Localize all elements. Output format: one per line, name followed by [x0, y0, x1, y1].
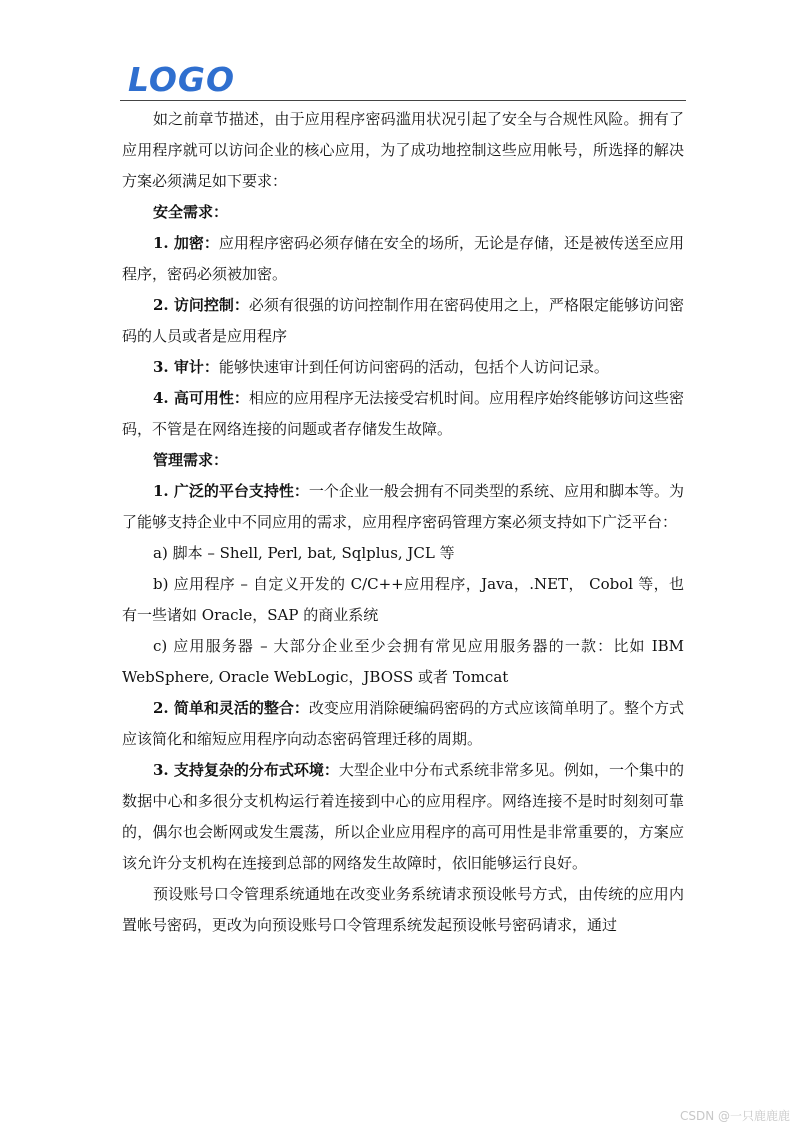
- sub-item-app-servers: c) 应用服务器 – 大部分企业至少会拥有常见应用服务器的一款：比如 IBM WebSphere, Oracle WebLogic，JBOSS 或者 Tomcat: [122, 637, 684, 686]
- sub-item-applications: b) 应用程序 – 自定义开发的 C/C++应用程序，Java，.NET， Cobol 等，也有一些诸如 Oracle，SAP 的商业系统: [122, 575, 684, 624]
- item-term: 支持复杂的分布式环境：: [173, 761, 339, 779]
- list-item-audit: [122, 352, 684, 383]
- item-text: 应用程序密码必须存储在安全的场所，无论是存储，还是被传送至应用程序，密码必须被加密。: [122, 234, 684, 283]
- item-text: 能够快速审计到任何访问密码的活动，包括个人访问记录。: [218, 358, 609, 376]
- management-requirements-heading: 管理需求：: [153, 451, 229, 469]
- item-term: 简单和灵活的整合：: [173, 699, 309, 717]
- sub-item-scripts: a) 脚本 – Shell, Perl, bat, Sqlplus, JCL 等: [153, 544, 455, 562]
- item-term: 广泛的平台支持性：: [173, 482, 309, 500]
- item-number: 2.: [153, 296, 174, 314]
- watermark: CSDN @一只鹿鹿鹿: [679, 1109, 790, 1123]
- list-item-platform-support: [122, 476, 684, 538]
- item-number: 3.: [153, 358, 174, 376]
- security-requirements-heading: 安全需求：: [153, 203, 229, 221]
- list-item-high-availability: [122, 383, 684, 445]
- intro-paragraph: 如之前章节描述，由于应用程序密码滥用状况引起了安全与合规性风险。拥有了应用程序就可以访问企业的核心应用，为了成功地控制这些应用帐号，所选择的解决方案必须满足如下要求：: [122, 110, 684, 190]
- closing-paragraph: 预设账号口令管理系统通地在改变业务系统请求预设帐号方式，由传统的应用内置帐号密码，更改为向预设账号口令管理系统发起预设帐号密码请求，通过: [122, 885, 684, 934]
- item-number: 1.: [153, 234, 174, 252]
- logo: LOGO: [128, 60, 236, 99]
- header-divider: [120, 100, 686, 101]
- item-text: 必须有很强的访问控制作用在密码使用之上，严格限定能够访问密码的人员或者是应用程序: [122, 296, 684, 345]
- item-number: 4.: [153, 389, 174, 407]
- list-item-integration: [122, 693, 684, 755]
- list-item-distributed: [122, 755, 684, 879]
- item-number: 3.: [153, 761, 174, 779]
- item-term: 高可用性：: [173, 389, 249, 407]
- item-text: 大型企业中分布式系统非常多见。例如，一个集中的数据中心和多很分支机构运行着连接到中心的应用程序。网络连接不是时时刻刻可靠的，偶尔也会断网或发生震荡，所以企业应用程序的高可用性是非常重要的，方案应该允许分支机构在连接到总部的网络发生故障时，依旧能够运行良好。: [122, 761, 684, 872]
- item-term: 加密：: [173, 234, 219, 252]
- item-text: 相应的应用程序无法接受宕机时间。应用程序始终能够访问这些密码，不管是在网络连接的问题或者存储发生故障。: [122, 389, 684, 438]
- item-text: 改变应用消除硬编码密码的方式应该简单明了。整个方式应该简化和缩短应用程序向动态密码管理迁移的周期。: [122, 699, 684, 748]
- item-term: 访问控制：: [173, 296, 249, 314]
- list-item-encryption: [122, 228, 684, 290]
- item-number: 1.: [153, 482, 174, 500]
- document-body: [122, 104, 684, 941]
- item-text: 一个企业一般会拥有不同类型的系统、应用和脚本等。为了能够支持企业中不同应用的需求，应用程序密码管理方案必须支持如下广泛平台：: [122, 482, 684, 531]
- item-term: 审计：: [173, 358, 219, 376]
- item-number: 2.: [153, 699, 174, 717]
- list-item-access-control: [122, 290, 684, 352]
